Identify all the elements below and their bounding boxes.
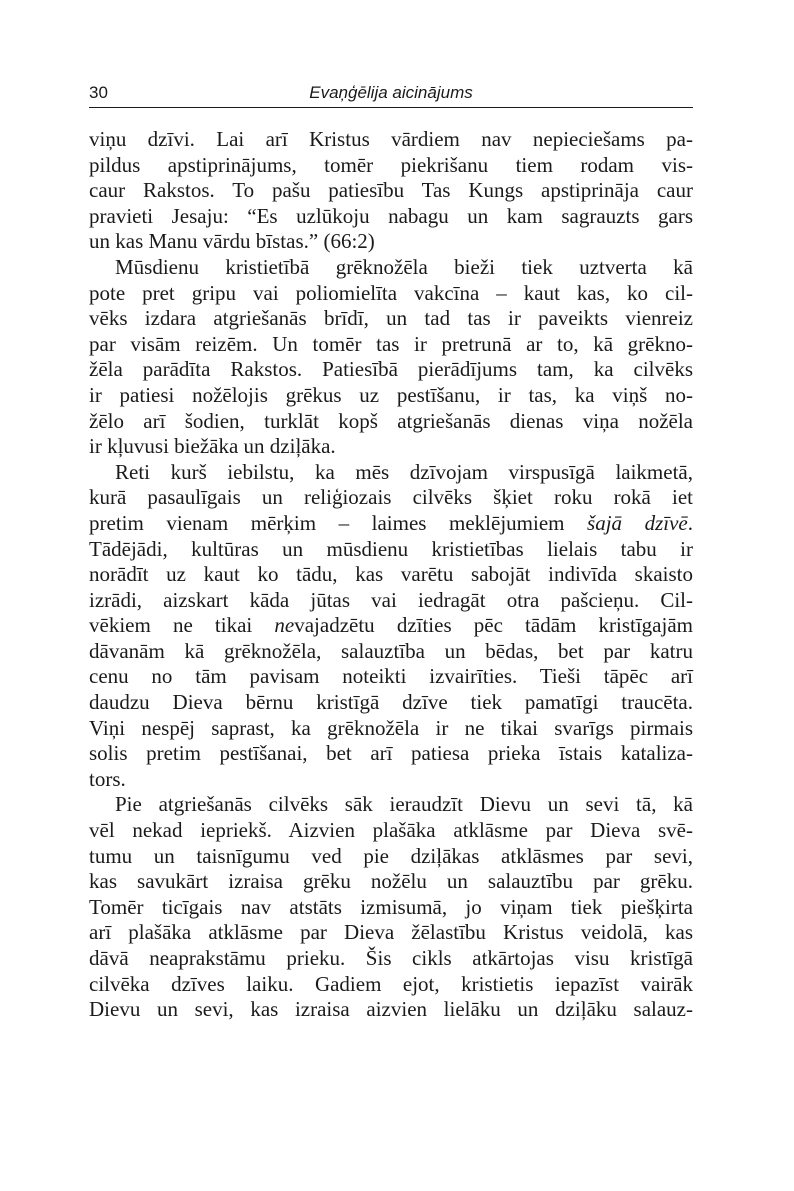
- text-line: dāvanām kā grēknožēla, salauztība un bēdas, bet par katru: [89, 638, 693, 663]
- text-line: [89, 511, 693, 537]
- text-run: pretim vienam mērķim – laimes meklējumiem: [89, 510, 588, 535]
- paragraph-4: [89, 792, 693, 1022]
- text-line: Mūsdienu kristietībā grēknožēla bieži tiek uztverta kā: [115, 254, 693, 279]
- text-line: kas savukārt izraisa grēku nožēlu un salauztību par grēku.: [89, 869, 693, 894]
- running-head: [89, 82, 693, 108]
- text-line: tors.: [89, 766, 126, 791]
- paragraph-2: [89, 255, 693, 460]
- text-line: pildus apstiprinājums, tomēr piekrišanu tiem rodam vis-: [89, 152, 693, 177]
- text-line: un kas Manu vārdu bīstas.” (66:2): [89, 229, 375, 254]
- text-run: vajadzētu dzīties pēc tādām kristīgajām: [294, 613, 693, 638]
- text-run: vēkiem ne tikai: [89, 613, 275, 638]
- running-title: Evaņģēlija aicinājums: [309, 83, 473, 102]
- text-line: žēla parādīta Rakstos. Patiesībā pierādījums tam, ka cilvēks: [89, 357, 693, 382]
- text-line: vēl nekad iepriekš. Aizvien plašāka atklāsme par Dieva svē-: [89, 818, 693, 843]
- text-line: Tādējādi, kultūras un mūsdienu kristietības lielais tabu ir: [89, 536, 693, 561]
- text-line: ir patiesi nožēlojis grēkus uz pestīšanu, ir tas, ka viņš no-: [89, 382, 693, 407]
- text-line: Pie atgriešanās cilvēks sāk ieraudzīt Dievu un sevi tā, kā: [115, 792, 693, 817]
- text-line: solis pretim pestīšanai, bet arī patiesa prieka īstais kataliza-: [89, 741, 693, 766]
- text-line: dāvā neaprakstāmu prieku. Šis cikls atkārtojas visu kristīgā: [89, 946, 693, 970]
- italic-emphasis: ne: [274, 613, 295, 638]
- text-line: Dievu un sevi, kas izraisa aizvien lielāku un dziļāku salauz-: [89, 997, 693, 1022]
- text-line: daudzu Dieva bērnu kristīgā dzīve tiek pamatīgi traucēta.: [89, 690, 693, 715]
- header-rule: [89, 107, 693, 108]
- text-line: arī plašāka atklāsme par Dieva žēlastību Kristus veidolā, kas: [89, 920, 693, 945]
- text-line: Viņi nespēj saprast, ka grēknožēla ir ne tikai svarīgs pirmais: [89, 715, 693, 740]
- text-line: cenu no tām pavisam noteikti izvairīties. Tieši tāpēc arī: [89, 664, 693, 689]
- text-line: tumu un taisnīgumu ved pie dziļākas atklāsmes par sevi,: [89, 843, 693, 868]
- text-line: kurā pasaulīgais un reliģiozais cilvēks šķiet roku rokā iet: [89, 485, 693, 510]
- text-line: Tomēr ticīgais nav atstāts izmisumā, jo viņam tiek piešķirta: [89, 894, 693, 919]
- text-line: ir kļuvusi biežāka un dziļāka.: [89, 434, 336, 459]
- text-line: Reti kurš iebilstu, ka mēs dzīvojam virspusīgā laikmetā,: [115, 459, 693, 484]
- body-text: [89, 127, 693, 1023]
- text-line: pravieti Jesaju: “Es uzlūkoju nabagu un kam sagrauzts gars: [89, 203, 693, 228]
- text-line: caur Rakstos. To pašu patiesību Tas Kungs apstiprināja caur: [89, 178, 693, 203]
- text-line: [89, 613, 693, 639]
- text-run: .: [687, 510, 694, 535]
- text-line: žēlo arī šodien, turklāt kopš atgriešanās dienas viņa nožēla: [89, 408, 693, 433]
- text-line: izrādi, aizskart kāda jūtas vai iedragāt otra pašcieņu. Cil-: [89, 587, 693, 612]
- italic-emphasis: šajā dzīvē: [587, 510, 688, 535]
- text-line: viņu dzīvi. Lai arī Kristus vārdiem nav nepieciešams pa-: [89, 127, 693, 151]
- paragraph-1: [89, 127, 693, 255]
- paragraph-3: [89, 460, 693, 793]
- text-line: pote pret gripu vai poliomielīta vakcīna – kaut kas, ko cil-: [89, 280, 693, 305]
- text-line: cilvēka dzīves laiku. Gadiem ejot, kristietis iepazīst vairāk: [89, 971, 693, 996]
- text-line: par visām reizēm. Un tomēr tas ir pretrunā ar to, kā grēkno-: [89, 331, 693, 356]
- page-number: 30: [89, 83, 108, 102]
- text-line: norādīt uz kaut ko tādu, kas varētu sabojāt indivīda skaisto: [89, 562, 693, 587]
- text-line: vēks izdara atgriešanās brīdī, un tad tas ir paveikts vienreiz: [89, 306, 693, 331]
